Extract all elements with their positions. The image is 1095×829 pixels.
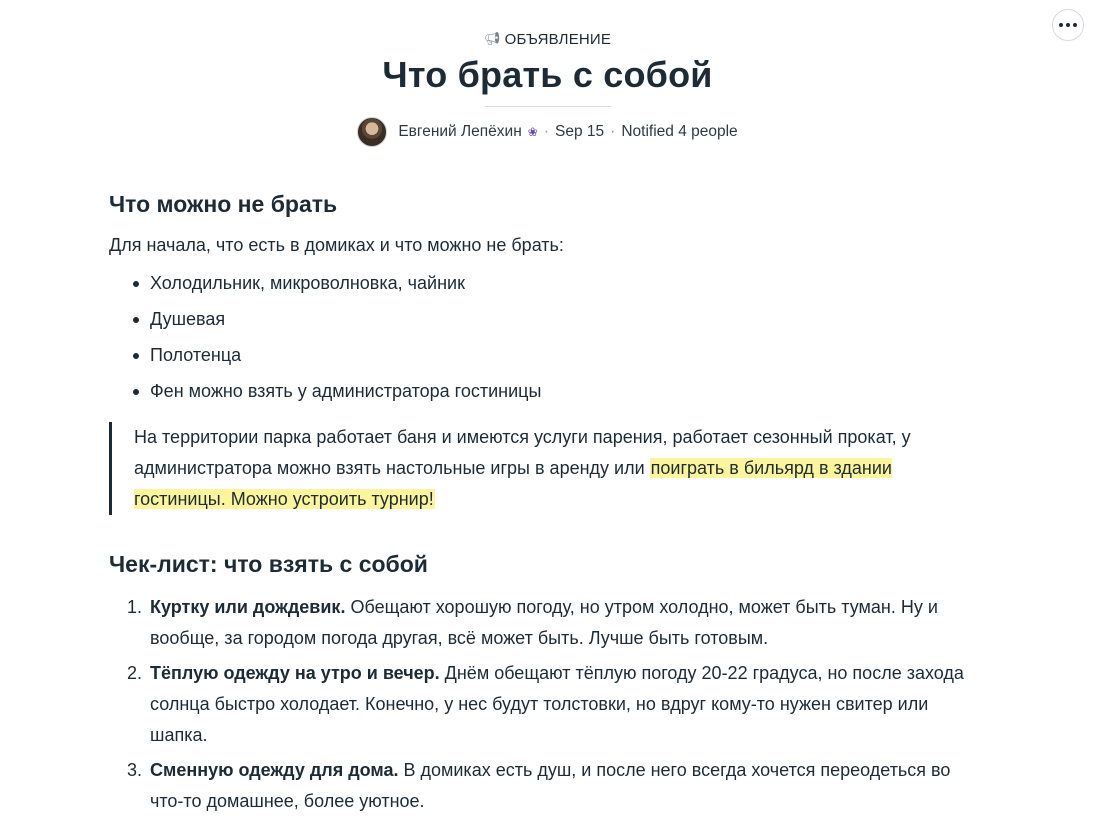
page-title: Что брать с собой: [382, 54, 713, 95]
notified-count[interactable]: Notified 4 people: [621, 123, 738, 140]
author-name[interactable]: Евгений Лепёхин: [398, 123, 522, 140]
item-number: 2.: [127, 663, 143, 683]
post-meta: Евгений Лепёхин ❀ · Sep 15 · Notified 4 people: [357, 117, 737, 147]
intro-paragraph: Для начала, что есть в домиках и что можно не брать:: [109, 235, 564, 255]
item-number: 1.: [127, 597, 143, 617]
item-text: Днём обещают тёплую погоду 20-22 градуса, но после захода солнца быстро холодает. Конечно, у нес будут толстовки, но вдруг кому-то нужен свитер или шапка.: [150, 663, 964, 745]
post-date[interactable]: Sep 15: [555, 123, 605, 140]
announcement-label: [484, 31, 611, 48]
item-title: Сменную одежду для дома.: [150, 760, 399, 780]
checklist-item: [127, 658, 977, 751]
megaphone-icon: 📢︎: [483, 31, 501, 46]
checklist-item: [127, 755, 977, 817]
post-body: [109, 191, 969, 821]
info-quote: [109, 422, 939, 515]
avatar[interactable]: [357, 117, 387, 147]
post-header: [0, 30, 1095, 152]
highlighted-text: поиграть в бильярд в здании гостиницы. Можно устроить турнир!: [134, 458, 892, 509]
not-needed-list: [133, 272, 969, 402]
item-title: Куртку или дождевик.: [150, 597, 346, 617]
item-title: Тёплую одежду на утро и вечер.: [150, 663, 440, 683]
section-heading-checklist: Чек-лист: что взять с собой: [109, 551, 428, 577]
checklist: [127, 592, 969, 817]
kicker-text: ОБЪЯВЛЕНИЕ: [504, 30, 612, 48]
more-horizontal-icon: [1059, 23, 1063, 27]
list-item: Фен можно взять у администратора гостиницы: [133, 380, 969, 402]
item-number: 3.: [127, 760, 143, 780]
title-divider: [485, 106, 611, 107]
item-text: В домиках есть душ, и после него всегда хочется переодеться во что-то домашнее, более уютное.: [150, 760, 951, 811]
list-item: Полотенца: [133, 344, 969, 366]
list-item: Холодильник, микроволновка, чайник: [133, 272, 969, 294]
section-heading-not-needed: Что можно не брать: [109, 191, 338, 217]
list-item: Душевая: [133, 308, 969, 330]
bee-icon: ❀: [527, 125, 538, 139]
checklist-item: [127, 592, 977, 654]
item-text: Обещают хорошую погоду, но утром холодно, может быть туман. Ну и вообще, за городом погода другая, всё может быть. Лучше быть готовым.: [150, 597, 938, 648]
quote-text: На территории парка работает баня и имеются услуги парения, работает сезонный прокат, у администратора можно взять настольные игры в аренду или: [134, 427, 911, 478]
